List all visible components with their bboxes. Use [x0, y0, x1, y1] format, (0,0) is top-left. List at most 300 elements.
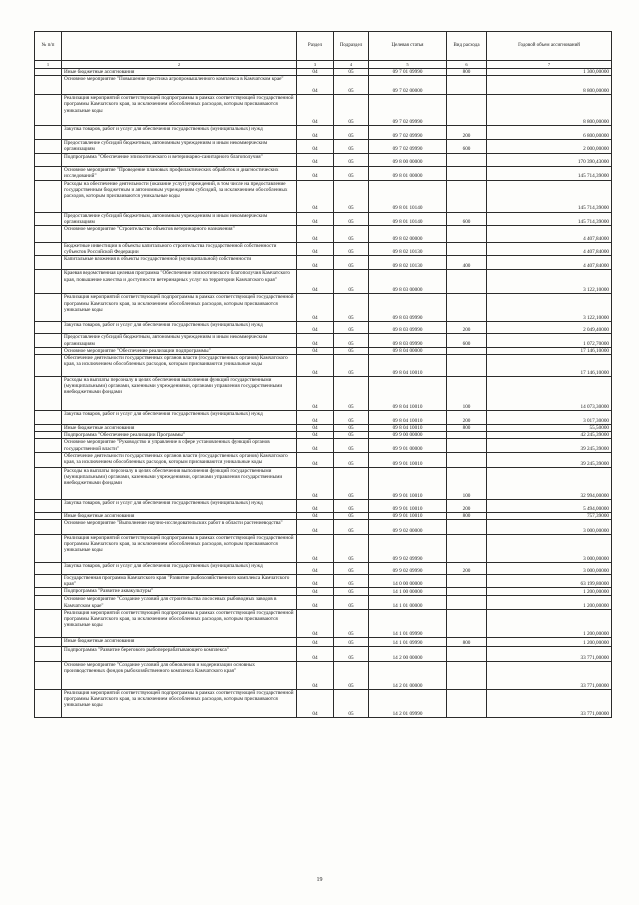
- cell-section: 04: [297, 69, 334, 76]
- cell-number: [35, 243, 62, 256]
- cell-expense-type: 200: [447, 563, 487, 575]
- cell-expense-type: 200: [447, 126, 487, 140]
- table-row: [35, 425, 612, 432]
- table-row: [35, 153, 612, 166]
- cell-article: 14 1 00 00000: [369, 588, 447, 596]
- cell-expense-type: [447, 596, 487, 609]
- cell-subsection: 05: [334, 153, 369, 166]
- cell-number: [35, 499, 62, 512]
- cell-amount: 3 000,00000: [487, 520, 612, 535]
- table-row: [35, 499, 612, 512]
- column-number: 4: [334, 61, 369, 69]
- table-row: [35, 140, 612, 153]
- cell-expense-type: [447, 153, 487, 166]
- cell-expense-type: [447, 575, 487, 588]
- cell-number: [35, 355, 62, 377]
- cell-section: 04: [297, 588, 334, 596]
- cell-amount: 32 994,00000: [487, 467, 612, 499]
- cell-section: 04: [297, 126, 334, 140]
- cell-number: [35, 69, 62, 76]
- cell-name: Капитальные вложения в объекты государственной (муниципальной) собственности: [62, 256, 297, 270]
- cell-section: 04: [297, 243, 334, 256]
- cell-name: Закупка товаров, работ и услуг для обеспечения государственных (муниципальных) нужд: [62, 322, 297, 334]
- cell-article: 09 8 03 09990: [369, 334, 447, 347]
- cell-article: 09 8 01 10140: [369, 180, 447, 212]
- cell-number: [35, 425, 62, 432]
- table-row: [35, 588, 612, 596]
- header-subsection: Подраздел: [334, 32, 369, 61]
- table-row: [35, 294, 612, 322]
- cell-number: [35, 180, 62, 212]
- cell-expense-type: 600: [447, 334, 487, 347]
- cell-section: 04: [297, 432, 334, 439]
- cell-subsection: 05: [334, 166, 369, 180]
- cell-name: Закупка товаров, работ и услуг для обеспечения государственных (муниципальных) нужд: [62, 563, 297, 575]
- cell-amount: 3 017,30000: [487, 411, 612, 425]
- cell-expense-type: [447, 520, 487, 535]
- cell-section: 04: [297, 377, 334, 411]
- table-row: [35, 256, 612, 270]
- cell-subsection: 05: [334, 425, 369, 432]
- cell-name: Краевая ведомственная целевая программа "Обеспечение эпизоотического благополучия Камчатского края, повышение качества и доступности ветеринарных услуг на территории Камчатского края": [62, 270, 297, 294]
- cell-expense-type: [447, 76, 487, 95]
- table-row: [35, 563, 612, 575]
- cell-subsection: 05: [334, 596, 369, 609]
- cell-amount: 42 245,39000: [487, 432, 612, 439]
- table-row: [35, 637, 612, 646]
- cell-amount: 170 390,43000: [487, 153, 612, 166]
- table-row: [35, 226, 612, 243]
- table-row: [35, 212, 612, 225]
- cell-article: 14 0 00 00000: [369, 575, 447, 588]
- cell-number: [35, 95, 62, 126]
- cell-name: Обеспечение деятельности государственных органов власти (государственных органов) Камчатского края, за исключением обособленных расходов, которым присваиваются уникальные коды: [62, 452, 297, 467]
- cell-article: 14 2 01 09990: [369, 689, 447, 717]
- cell-subsection: 05: [334, 355, 369, 377]
- cell-section: 04: [297, 520, 334, 535]
- cell-name: Иные бюджетные ассигнования: [62, 637, 297, 646]
- cell-number: [35, 126, 62, 140]
- table-row: [35, 69, 612, 76]
- cell-number: [35, 226, 62, 243]
- cell-article: 09 8 00 00000: [369, 153, 447, 166]
- table-row: [35, 95, 612, 126]
- header-section: Раздел: [297, 32, 334, 61]
- budget-table: [34, 31, 612, 718]
- cell-number: [35, 596, 62, 609]
- cell-article: 14 2 01 00000: [369, 661, 447, 689]
- cell-article: 09 8 03 09990: [369, 322, 447, 334]
- cell-name: Реализация мероприятий соответствующей подпрограммы в рамках соответствующей государственной программы Камчатского края, за исключением обособленных расходов, которым присваиваются уникальные коды: [62, 95, 297, 126]
- cell-expense-type: [447, 689, 487, 717]
- table-row: [35, 646, 612, 661]
- cell-name: Подпрограмма "Развитие аквакультуры": [62, 588, 297, 596]
- header-number: № п/п: [35, 32, 62, 61]
- cell-expense-type: [447, 166, 487, 180]
- cell-section: 04: [297, 347, 334, 354]
- cell-subsection: 05: [334, 535, 369, 563]
- cell-article: 09 9 02 09990: [369, 535, 447, 563]
- cell-subsection: 05: [334, 467, 369, 499]
- cell-name: Предоставление субсидий бюджетным, автономным учреждениям и иным некоммерческим организациям: [62, 334, 297, 347]
- cell-subsection: 05: [334, 180, 369, 212]
- cell-section: 04: [297, 661, 334, 689]
- cell-expense-type: [447, 661, 487, 689]
- cell-article: 09 7 02 09990: [369, 126, 447, 140]
- cell-subsection: 05: [334, 411, 369, 425]
- cell-number: [35, 467, 62, 499]
- cell-subsection: 05: [334, 499, 369, 512]
- cell-expense-type: 600: [447, 140, 487, 153]
- cell-amount: 4 407,84000: [487, 226, 612, 243]
- table-row: [35, 377, 612, 411]
- cell-article: 09 8 02 10130: [369, 243, 447, 256]
- cell-number: [35, 294, 62, 322]
- cell-subsection: 05: [334, 347, 369, 354]
- cell-amount: 1 072,70000: [487, 334, 612, 347]
- cell-amount: 1 200,00000: [487, 588, 612, 596]
- cell-subsection: 05: [334, 563, 369, 575]
- table-row: [35, 166, 612, 180]
- cell-expense-type: [447, 452, 487, 467]
- cell-amount: 1 200,00000: [487, 596, 612, 609]
- cell-expense-type: [447, 270, 487, 294]
- cell-number: [35, 322, 62, 334]
- cell-amount: 6 800,00000: [487, 126, 612, 140]
- cell-section: 04: [297, 637, 334, 646]
- cell-number: [35, 334, 62, 347]
- table-row: [35, 347, 612, 354]
- cell-article: 09 8 04 00000: [369, 347, 447, 354]
- cell-section: 04: [297, 646, 334, 661]
- cell-subsection: 05: [334, 322, 369, 334]
- cell-number: [35, 270, 62, 294]
- cell-amount: 1 300,00000: [487, 69, 612, 76]
- cell-section: 04: [297, 153, 334, 166]
- cell-section: 04: [297, 294, 334, 322]
- cell-number: [35, 411, 62, 425]
- cell-name: Иные бюджетные ассигнования: [62, 69, 297, 76]
- cell-name: Закупка товаров, работ и услуг для обеспечения государственных (муниципальных) нужд: [62, 411, 297, 425]
- cell-expense-type: [447, 439, 487, 452]
- cell-article: 09 9 01 00000: [369, 439, 447, 452]
- cell-subsection: 05: [334, 637, 369, 646]
- cell-article: 14 1 01 09990: [369, 609, 447, 637]
- cell-article: 09 9 01 10010: [369, 499, 447, 512]
- cell-amount: 63 199,80000: [487, 575, 612, 588]
- cell-section: 04: [297, 411, 334, 425]
- cell-number: [35, 76, 62, 95]
- cell-expense-type: [447, 294, 487, 322]
- table-row: [35, 596, 612, 609]
- cell-subsection: 05: [334, 689, 369, 717]
- table-row: [35, 180, 612, 212]
- cell-amount: 33 771,00000: [487, 661, 612, 689]
- table-row: [35, 76, 612, 95]
- cell-expense-type: 800: [447, 69, 487, 76]
- cell-article: 09 7 02 00000: [369, 76, 447, 95]
- cell-subsection: 05: [334, 439, 369, 452]
- cell-amount: 757,39000: [487, 512, 612, 519]
- cell-name: Основное мероприятие "Проведение плановых профилактических обработок и диагностических исследований": [62, 166, 297, 180]
- cell-subsection: 05: [334, 294, 369, 322]
- cell-article: 09 9 01 10010: [369, 467, 447, 499]
- cell-expense-type: [447, 646, 487, 661]
- cell-article: 09 8 02 00000: [369, 226, 447, 243]
- cell-number: [35, 661, 62, 689]
- table-row: [35, 243, 612, 256]
- cell-section: 04: [297, 95, 334, 126]
- cell-amount: 4 407,84000: [487, 243, 612, 256]
- cell-name: Основное мероприятие "Создание условий для обновления и модернизации основных производственных фондов рыбохозяйственного комплекса Камчатского края": [62, 661, 297, 689]
- cell-expense-type: 200: [447, 322, 487, 334]
- cell-subsection: 05: [334, 69, 369, 76]
- cell-expense-type: [447, 243, 487, 256]
- column-number: 2: [62, 61, 297, 69]
- table-row: [35, 355, 612, 377]
- cell-section: 04: [297, 256, 334, 270]
- cell-expense-type: 800: [447, 512, 487, 519]
- cell-section: 04: [297, 355, 334, 377]
- cell-name: Реализация мероприятий соответствующей подпрограммы в рамках соответствующей государственной программы Камчатского края, за исключением обособленных расходов, которым присваиваются уникальные коды: [62, 294, 297, 322]
- column-number: 1: [35, 61, 62, 69]
- cell-name: Государственная программа Камчатского края "Развитие рыбохозяйственного комплекса Камчатского края": [62, 575, 297, 588]
- cell-section: 04: [297, 322, 334, 334]
- cell-article: 09 7 02 09990: [369, 140, 447, 153]
- cell-expense-type: 800: [447, 637, 487, 646]
- cell-subsection: 05: [334, 512, 369, 519]
- cell-expense-type: [447, 609, 487, 637]
- table-row: [35, 689, 612, 717]
- cell-number: [35, 256, 62, 270]
- cell-number: [35, 689, 62, 717]
- cell-subsection: 05: [334, 226, 369, 243]
- cell-name: Основное мероприятие "Обеспечение реализации подпрограммы": [62, 347, 297, 354]
- cell-article: 09 8 04 10010: [369, 425, 447, 432]
- cell-name: Иные бюджетные ассигнования: [62, 512, 297, 519]
- cell-subsection: 05: [334, 609, 369, 637]
- cell-subsection: 05: [334, 520, 369, 535]
- cell-subsection: 05: [334, 588, 369, 596]
- cell-section: 04: [297, 439, 334, 452]
- cell-number: [35, 512, 62, 519]
- table-row: [35, 432, 612, 439]
- cell-section: 04: [297, 512, 334, 519]
- cell-section: 04: [297, 575, 334, 588]
- cell-section: 04: [297, 166, 334, 180]
- cell-number: [35, 432, 62, 439]
- cell-expense-type: 100: [447, 377, 487, 411]
- cell-name: Закупка товаров, работ и услуг для обеспечения государственных (муниципальных) нужд: [62, 499, 297, 512]
- cell-amount: 14 073,30000: [487, 377, 612, 411]
- cell-subsection: 05: [334, 270, 369, 294]
- table-row: [35, 609, 612, 637]
- cell-amount: 145 714,39000: [487, 180, 612, 212]
- cell-name: Расходы на выплаты персоналу в целях обеспечения выполнения функций государственными (муниципальными) органами, казенными учреждениями, органами управления государственными внебюджетными фондами: [62, 377, 297, 411]
- cell-expense-type: [447, 588, 487, 596]
- cell-article: 09 9 00 00000: [369, 432, 447, 439]
- cell-article: 09 8 01 00000: [369, 166, 447, 180]
- cell-subsection: 05: [334, 212, 369, 225]
- cell-section: 04: [297, 212, 334, 225]
- cell-article: 09 8 04 10010: [369, 377, 447, 411]
- cell-subsection: 05: [334, 243, 369, 256]
- cell-article: 09 9 01 10010: [369, 452, 447, 467]
- page-number: 19: [316, 877, 323, 883]
- cell-number: [35, 535, 62, 563]
- table-row: [35, 334, 612, 347]
- cell-name: Закупка товаров, работ и услуг для обеспечения государственных (муниципальных) нужд: [62, 126, 297, 140]
- cell-amount: 5 494,00000: [487, 499, 612, 512]
- cell-section: 04: [297, 689, 334, 717]
- cell-section: 04: [297, 180, 334, 212]
- cell-article: 09 9 02 00000: [369, 520, 447, 535]
- header-amount: Годовой объем ассигнований: [487, 32, 612, 61]
- cell-name: Основное мероприятие "Повышение престижа агропромышленного комплекса в Камчатском крае": [62, 76, 297, 95]
- table-header-row: [35, 32, 612, 61]
- cell-article: 09 8 01 10140: [369, 212, 447, 225]
- cell-number: [35, 520, 62, 535]
- cell-number: [35, 212, 62, 225]
- cell-number: [35, 575, 62, 588]
- cell-number: [35, 609, 62, 637]
- table-row: [35, 322, 612, 334]
- cell-expense-type: [447, 95, 487, 126]
- cell-amount: 3 000,00000: [487, 535, 612, 563]
- cell-number: [35, 637, 62, 646]
- cell-expense-type: [447, 535, 487, 563]
- cell-section: 04: [297, 609, 334, 637]
- cell-name: Основное мероприятие "Руководство и управление в сфере установленных функций органов государственной власти": [62, 439, 297, 452]
- cell-section: 04: [297, 467, 334, 499]
- cell-expense-type: 600: [447, 212, 487, 225]
- cell-amount: 3 122,10000: [487, 270, 612, 294]
- cell-subsection: 05: [334, 126, 369, 140]
- cell-article: 09 8 04 10010: [369, 411, 447, 425]
- cell-article: 09 9 01 10010: [369, 512, 447, 519]
- cell-article: 14 1 01 00000: [369, 596, 447, 609]
- column-number: 3: [297, 61, 334, 69]
- cell-subsection: 05: [334, 140, 369, 153]
- cell-expense-type: 200: [447, 499, 487, 512]
- table-row: [35, 411, 612, 425]
- header-name: [62, 32, 297, 61]
- cell-subsection: 05: [334, 432, 369, 439]
- table-row: [35, 270, 612, 294]
- cell-section: 04: [297, 563, 334, 575]
- cell-article: 14 2 00 00000: [369, 646, 447, 661]
- cell-amount: 8 800,00000: [487, 95, 612, 126]
- cell-name: Расходы на обеспечение деятельности (оказание услуг) учреждений, в том числе на предоставление государственным бюджетным и автономным учреждениям субсидий, за исключением обособленных расходов, которым присваиваются уникальные коды: [62, 180, 297, 212]
- cell-subsection: 05: [334, 95, 369, 126]
- cell-subsection: 05: [334, 575, 369, 588]
- cell-amount: 4 407,84000: [487, 256, 612, 270]
- cell-section: 04: [297, 499, 334, 512]
- cell-name: Предоставление субсидий бюджетным, автономным учреждениям и иным некоммерческим организациям: [62, 140, 297, 153]
- cell-number: [35, 439, 62, 452]
- cell-article: 09 8 03 00000: [369, 270, 447, 294]
- cell-section: 04: [297, 452, 334, 467]
- cell-number: [35, 166, 62, 180]
- cell-article: 09 7 02 09990: [369, 95, 447, 126]
- cell-amount: 145 714,39000: [487, 166, 612, 180]
- header-expense-type: Вид расхода: [447, 32, 487, 61]
- cell-section: 04: [297, 535, 334, 563]
- cell-amount: 17 146,10000: [487, 355, 612, 377]
- cell-subsection: 05: [334, 661, 369, 689]
- cell-expense-type: [447, 226, 487, 243]
- table-row: [35, 512, 612, 519]
- cell-amount: 33 771,00000: [487, 646, 612, 661]
- table-row: [35, 452, 612, 467]
- cell-name: Подпрограмма "Обеспечение эпизоотического и ветеринарно-санитарного благополучия": [62, 153, 297, 166]
- cell-number: [35, 377, 62, 411]
- cell-section: 04: [297, 76, 334, 95]
- cell-number: [35, 140, 62, 153]
- table-row: [35, 467, 612, 499]
- cell-number: [35, 347, 62, 354]
- cell-name: Реализация мероприятий соответствующей подпрограммы в рамках соответствующей государственной программы Камчатского края, за исключением обособленных расходов, которым присваиваются уникальные коды: [62, 535, 297, 563]
- cell-amount: 55,50000: [487, 425, 612, 432]
- cell-subsection: 05: [334, 256, 369, 270]
- cell-amount: 2 000,00000: [487, 140, 612, 153]
- header-article: Целевая статья: [369, 32, 447, 61]
- cell-number: [35, 563, 62, 575]
- cell-number: [35, 153, 62, 166]
- cell-expense-type: 400: [447, 256, 487, 270]
- cell-amount: 1 200,00000: [487, 609, 612, 637]
- cell-name: Расходы на выплаты персоналу в целях обеспечения выполнения функций государственными (муниципальными) органами, казенными учреждениями, органами управления государственными внебюджетными фондами: [62, 467, 297, 499]
- cell-subsection: 05: [334, 452, 369, 467]
- table-row: [35, 126, 612, 140]
- cell-name: Обеспечение деятельности государственных органов власти (государственных органов) Камчатского края, за исключением обособленных расходов, которым присваиваются уникальные коды: [62, 355, 297, 377]
- cell-name: Подпрограмма "Развитие берегового рыбоперерабатывающего комплекса": [62, 646, 297, 661]
- cell-name: Реализация мероприятий соответствующей подпрограммы в рамках соответствующей государственной программы Камчатского края, за исключением обособленных расходов, которым присваиваются уникальные коды: [62, 609, 297, 637]
- cell-article: 09 8 03 09990: [369, 294, 447, 322]
- cell-amount: 39 245,39000: [487, 452, 612, 467]
- cell-section: 04: [297, 226, 334, 243]
- cell-article: 09 8 04 10010: [369, 355, 447, 377]
- cell-subsection: 05: [334, 334, 369, 347]
- cell-name: Иные бюджетные ассигнования: [62, 425, 297, 432]
- cell-amount: 1 200,00000: [487, 637, 612, 646]
- cell-article: 09 7 01 09990: [369, 69, 447, 76]
- cell-amount: 145 714,39000: [487, 212, 612, 225]
- cell-number: [35, 646, 62, 661]
- cell-number: [35, 588, 62, 596]
- cell-amount: 17 146,10000: [487, 347, 612, 354]
- cell-expense-type: 200: [447, 411, 487, 425]
- cell-amount: 8 800,00000: [487, 76, 612, 95]
- cell-section: 04: [297, 425, 334, 432]
- table-row: [35, 575, 612, 588]
- cell-expense-type: [447, 347, 487, 354]
- cell-amount: 39 245,39000: [487, 439, 612, 452]
- cell-subsection: 05: [334, 76, 369, 95]
- table-row: [35, 520, 612, 535]
- table-row: [35, 439, 612, 452]
- cell-expense-type: [447, 355, 487, 377]
- cell-name: Предоставление субсидий бюджетным, автономным учреждениям и иным некоммерческим организациям: [62, 212, 297, 225]
- table-row: [35, 661, 612, 689]
- cell-name: Основное мероприятие "Строительство объектов ветеринарного назначения": [62, 226, 297, 243]
- cell-name: Реализация мероприятий соответствующей подпрограммы в рамках соответствующей государственной программы Камчатского края, за исключением обособленных расходов, которым присваиваются уникальные коды: [62, 689, 297, 717]
- cell-article: 09 8 02 10130: [369, 256, 447, 270]
- cell-subsection: 05: [334, 377, 369, 411]
- cell-section: 04: [297, 334, 334, 347]
- cell-article: 14 1 01 09990: [369, 637, 447, 646]
- cell-article: 09 9 02 09990: [369, 563, 447, 575]
